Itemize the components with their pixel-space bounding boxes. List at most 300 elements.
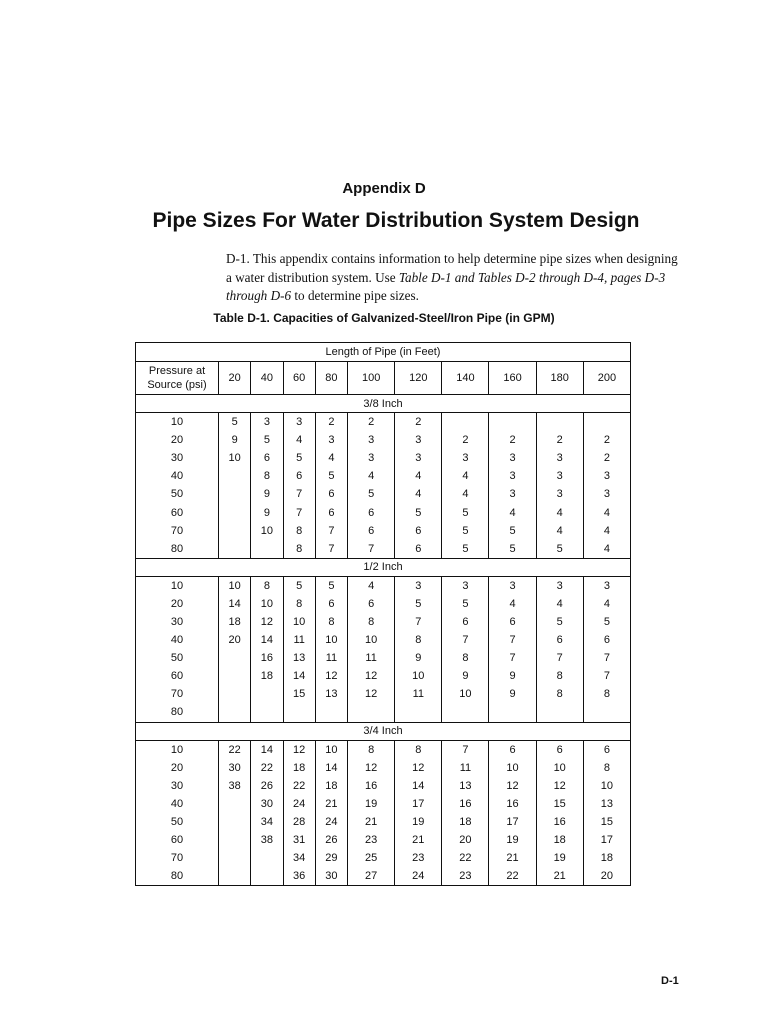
capacity-cell: 3 — [489, 485, 536, 503]
capacity-cell: 4 — [536, 595, 583, 613]
capacity-cell: 5 — [348, 485, 395, 503]
capacity-cell: 5 — [251, 431, 283, 449]
capacity-cell: 3 — [489, 449, 536, 467]
capacity-cell: 2 — [603, 434, 610, 447]
capacity-cell: 4 — [603, 506, 610, 519]
capacity-cell: 27 — [348, 867, 395, 886]
capacity-cell: 14 — [251, 740, 283, 759]
capacity-cell: 16 — [442, 795, 489, 813]
capacity-cell — [219, 795, 251, 813]
pressure-cell: 20 — [136, 431, 219, 449]
pressure-cell: 80 — [136, 867, 219, 886]
pipe-capacity-table — [135, 342, 631, 886]
pressure-cell: 70 — [136, 522, 219, 540]
capacity-cell: 5 — [442, 595, 489, 613]
capacity-cell: 3 — [489, 467, 536, 485]
capacity-cell: 8 — [348, 740, 395, 759]
capacity-cell: 16 — [348, 777, 395, 795]
capacity-cell: 10 — [395, 667, 442, 685]
pressure-header-line-2: Source (psi) — [147, 379, 207, 391]
length-column-header: 100 — [348, 362, 395, 395]
capacity-cell: 12 — [315, 667, 347, 685]
intro-text-1: D-1. This appendix contains information to help determine pipe sizes when designing a water distribution system. Use — [226, 251, 678, 285]
capacity-cell: 34 — [283, 849, 315, 867]
capacity-cell: 15 — [600, 815, 613, 828]
length-column-header: 140 — [442, 362, 489, 395]
capacity-cell: 10 — [600, 779, 613, 792]
length-column-header: 120 — [395, 362, 442, 395]
capacity-cell: 5 — [395, 503, 442, 521]
table-caption: Table D-1. Capacities of Galvanized-Steel/Iron Pipe (in GPM) — [213, 311, 555, 325]
capacity-cell: 6 — [251, 449, 283, 467]
capacity-cell: 5 — [442, 522, 489, 540]
capacity-cell: 2 — [442, 431, 489, 449]
capacity-cell: 9 — [442, 667, 489, 685]
capacity-cell — [219, 849, 251, 867]
capacity-cell: 7 — [442, 740, 489, 759]
intro-table-reference: Table D-1 and Tables D-2 through D-4, pages D-3 through D-6 — [226, 269, 666, 303]
capacity-cell: 13 — [600, 797, 613, 810]
capacity-cell: 10 — [251, 595, 283, 613]
capacity-cell — [315, 703, 347, 722]
capacity-cell — [395, 703, 442, 722]
capacity-cell — [219, 503, 251, 521]
capacity-cell: 3 — [315, 431, 347, 449]
capacity-cell: 26 — [315, 831, 347, 849]
section-header-row — [136, 558, 631, 576]
capacity-cell: 3 — [395, 576, 442, 595]
pressure-cell: 10 — [136, 413, 219, 432]
table-row — [136, 740, 631, 759]
pressure-cell: 30 — [136, 449, 219, 467]
pressure-cell: 60 — [136, 503, 219, 521]
capacity-cell: 30 — [315, 867, 347, 886]
capacity-cell — [536, 703, 583, 722]
capacity-cell: 7 — [536, 649, 583, 667]
capacity-cell: 4 — [442, 485, 489, 503]
capacity-cell: 8 — [536, 685, 583, 703]
capacity-cell: 9 — [489, 685, 536, 703]
pressure-cell: 70 — [136, 685, 219, 703]
capacity-cell: 16 — [251, 649, 283, 667]
capacity-cell: 28 — [283, 813, 315, 831]
appendix-label: Appendix D — [342, 180, 426, 197]
capacity-cell: 11 — [442, 759, 489, 777]
capacity-cell: 4 — [603, 524, 610, 537]
capacity-cell: 8 — [251, 576, 283, 595]
pressure-cell: 20 — [136, 595, 219, 613]
capacity-cell: 12 — [348, 759, 395, 777]
pressure-header-line-1: Pressure at — [148, 365, 206, 377]
capacity-cell: 9 — [251, 485, 283, 503]
capacity-cell: 5 — [536, 613, 583, 631]
table-row — [136, 576, 631, 595]
capacity-cell: 24 — [283, 795, 315, 813]
capacity-cell: 3 — [395, 431, 442, 449]
capacity-cell — [536, 413, 583, 432]
capacity-cell: 4 — [442, 467, 489, 485]
table-row — [136, 503, 631, 521]
capacity-cell: 4 — [348, 467, 395, 485]
capacity-cell — [583, 413, 630, 432]
capacity-cell: 3 — [251, 413, 283, 432]
capacity-cell: 2 — [395, 413, 442, 432]
capacity-cell: 6 — [536, 631, 583, 649]
capacity-cell: 6 — [536, 740, 583, 759]
capacity-cell: 6 — [348, 595, 395, 613]
capacity-cell: 20 — [600, 870, 613, 883]
capacity-cell: 2 — [315, 413, 347, 432]
capacity-cell: 7 — [283, 503, 315, 521]
length-group-header: Length of Pipe (in Feet) — [136, 343, 631, 362]
capacity-cell: 10 — [251, 522, 283, 540]
capacity-cell: 10 — [283, 613, 315, 631]
capacity-cell: 38 — [251, 831, 283, 849]
capacity-cell — [219, 813, 251, 831]
capacity-cell: 21 — [536, 867, 583, 886]
capacity-cell — [219, 649, 251, 667]
table-row — [136, 413, 631, 432]
capacity-cell: 18 — [251, 667, 283, 685]
capacity-cell: 4 — [348, 576, 395, 595]
capacity-cell: 6 — [489, 613, 536, 631]
capacity-cell: 6 — [489, 740, 536, 759]
capacity-cell: 5 — [315, 467, 347, 485]
capacity-cell: 5 — [315, 576, 347, 595]
capacity-cell — [219, 831, 251, 849]
capacity-cell: 3 — [442, 449, 489, 467]
capacity-cell: 8 — [283, 540, 315, 559]
table-row — [136, 431, 631, 449]
capacity-cell: 10 — [219, 576, 251, 595]
capacity-cell: 14 — [251, 631, 283, 649]
table-row — [136, 467, 631, 485]
table-row — [136, 777, 631, 795]
capacity-cell: 12 — [348, 667, 395, 685]
pressure-cell: 50 — [136, 485, 219, 503]
capacity-cell: 9 — [219, 431, 251, 449]
capacity-cell: 6 — [603, 634, 610, 647]
pressure-header — [136, 362, 219, 395]
capacity-cell: 22 — [489, 867, 536, 886]
section-header-row — [136, 395, 631, 413]
pressure-cell: 10 — [136, 576, 219, 595]
capacity-cell — [442, 703, 489, 722]
capacity-cell: 11 — [315, 649, 347, 667]
capacity-cell: 8 — [315, 613, 347, 631]
pressure-cell: 40 — [136, 795, 219, 813]
capacity-cell: 5 — [395, 595, 442, 613]
capacity-cell — [283, 703, 315, 722]
capacity-cell: 17 — [600, 834, 613, 847]
capacity-cell: 4 — [489, 503, 536, 521]
table-row — [136, 849, 631, 867]
capacity-cell: 15 — [283, 685, 315, 703]
capacity-cell — [219, 467, 251, 485]
table-row — [136, 685, 631, 703]
length-column-header: 180 — [536, 362, 583, 395]
section-label: 1/2 Inch — [136, 558, 631, 576]
capacity-cell: 19 — [395, 813, 442, 831]
capacity-cell: 13 — [315, 685, 347, 703]
capacity-cell: 24 — [315, 813, 347, 831]
capacity-cell: 12 — [251, 613, 283, 631]
capacity-cell: 2 — [348, 413, 395, 432]
capacity-cell: 11 — [348, 649, 395, 667]
capacity-cell: 6 — [348, 503, 395, 521]
capacity-cell: 22 — [219, 740, 251, 759]
capacity-cell — [251, 849, 283, 867]
intro-text-2: to determine pipe sizes. — [291, 288, 419, 303]
table-row — [136, 595, 631, 613]
capacity-cell: 8 — [251, 467, 283, 485]
capacity-cell: 3 — [283, 413, 315, 432]
capacity-cell: 8 — [603, 688, 610, 701]
pressure-cell: 40 — [136, 467, 219, 485]
capacity-cell: 6 — [442, 613, 489, 631]
capacity-cell: 4 — [536, 503, 583, 521]
capacity-cell: 4 — [283, 431, 315, 449]
table-row — [136, 631, 631, 649]
capacity-cell — [348, 703, 395, 722]
capacity-cell — [251, 703, 283, 722]
pressure-cell: 50 — [136, 813, 219, 831]
capacity-cell: 21 — [315, 795, 347, 813]
capacity-cell — [489, 703, 536, 722]
capacity-cell: 17 — [395, 795, 442, 813]
table-row — [136, 613, 631, 631]
capacity-cell: 6 — [315, 595, 347, 613]
length-column-header: 20 — [219, 362, 251, 395]
capacity-cell: 5 — [489, 522, 536, 540]
capacity-cell: 4 — [603, 597, 610, 610]
table-row — [136, 449, 631, 467]
pressure-cell: 60 — [136, 831, 219, 849]
capacity-cell: 36 — [283, 867, 315, 886]
capacity-cell: 18 — [442, 813, 489, 831]
capacity-cell: 3 — [348, 449, 395, 467]
capacity-cell: 3 — [536, 485, 583, 503]
capacity-cell: 7 — [489, 631, 536, 649]
pressure-cell: 70 — [136, 849, 219, 867]
table-row — [136, 867, 631, 886]
table-row — [136, 759, 631, 777]
capacity-cell: 2 — [536, 431, 583, 449]
section-label: 3/4 Inch — [136, 722, 631, 740]
capacity-cell: 5 — [536, 540, 583, 559]
capacity-cell — [219, 485, 251, 503]
capacity-cell: 6 — [315, 503, 347, 521]
page-title: Pipe Sizes For Water Distribution System Design — [152, 209, 640, 232]
length-column-header: 40 — [251, 362, 283, 395]
table-row — [136, 831, 631, 849]
capacity-cell: 10 — [219, 449, 251, 467]
capacity-cell: 5 — [283, 576, 315, 595]
pressure-cell: 30 — [136, 613, 219, 631]
intro-paragraph — [226, 250, 686, 306]
pressure-cell: 40 — [136, 631, 219, 649]
length-column-header: 200 — [583, 362, 630, 395]
capacity-cell: 12 — [536, 777, 583, 795]
capacity-cell: 7 — [442, 631, 489, 649]
capacity-cell: 8 — [395, 631, 442, 649]
capacity-cell: 10 — [315, 631, 347, 649]
capacity-cell: 10 — [315, 740, 347, 759]
capacity-cell: 3 — [603, 470, 610, 483]
pressure-cell: 50 — [136, 649, 219, 667]
capacity-cell: 6 — [603, 743, 610, 756]
capacity-cell: 19 — [348, 795, 395, 813]
capacity-cell: 24 — [395, 867, 442, 886]
capacity-cell: 7 — [315, 540, 347, 559]
capacity-cell: 9 — [489, 667, 536, 685]
capacity-cell: 7 — [315, 522, 347, 540]
capacity-cell — [219, 867, 251, 886]
capacity-cell: 10 — [536, 759, 583, 777]
length-column-header: 160 — [489, 362, 536, 395]
capacity-cell — [219, 685, 251, 703]
capacity-cell: 5 — [442, 503, 489, 521]
capacity-cell: 21 — [348, 813, 395, 831]
capacity-cell: 16 — [536, 813, 583, 831]
capacity-cell: 34 — [251, 813, 283, 831]
capacity-cell: 3 — [348, 431, 395, 449]
capacity-cell: 23 — [442, 867, 489, 886]
capacity-cell — [251, 685, 283, 703]
capacity-cell: 18 — [219, 613, 251, 631]
capacity-cell: 11 — [283, 631, 315, 649]
capacity-cell: 31 — [283, 831, 315, 849]
capacity-cell: 19 — [489, 831, 536, 849]
pressure-cell: 30 — [136, 777, 219, 795]
capacity-cell: 3 — [442, 576, 489, 595]
capacity-cell: 17 — [489, 813, 536, 831]
capacity-cell: 6 — [348, 522, 395, 540]
capacity-cell: 6 — [395, 540, 442, 559]
capacity-cell: 5 — [489, 540, 536, 559]
capacity-cell: 22 — [251, 759, 283, 777]
pressure-cell: 60 — [136, 667, 219, 685]
pressure-cell: 20 — [136, 759, 219, 777]
capacity-cell: 8 — [536, 667, 583, 685]
capacity-cell: 26 — [251, 777, 283, 795]
capacity-cell: 3 — [395, 449, 442, 467]
length-column-header: 60 — [283, 362, 315, 395]
capacity-cell: 7 — [395, 613, 442, 631]
capacity-cell: 2 — [603, 452, 610, 465]
capacity-cell: 6 — [315, 485, 347, 503]
section-label: 3/8 Inch — [136, 395, 631, 413]
capacity-cell: 14 — [219, 595, 251, 613]
capacity-cell: 13 — [283, 649, 315, 667]
capacity-cell: 30 — [219, 759, 251, 777]
capacity-cell: 14 — [395, 777, 442, 795]
capacity-cell: 9 — [251, 503, 283, 521]
capacity-cell: 30 — [251, 795, 283, 813]
table-row — [136, 795, 631, 813]
capacity-cell: 4 — [395, 467, 442, 485]
capacity-cell — [219, 667, 251, 685]
capacity-cell: 3 — [603, 579, 610, 592]
length-column-header: 80 — [315, 362, 347, 395]
capacity-cell: 8 — [603, 761, 610, 774]
capacity-cell: 19 — [536, 849, 583, 867]
table-row — [136, 649, 631, 667]
capacity-cell: 4 — [395, 485, 442, 503]
table-row — [136, 540, 631, 559]
section-header-row — [136, 722, 631, 740]
capacity-cell — [219, 522, 251, 540]
capacity-cell: 3 — [489, 576, 536, 595]
capacity-cell: 12 — [395, 759, 442, 777]
capacity-cell — [251, 540, 283, 559]
capacity-cell: 21 — [489, 849, 536, 867]
capacity-cell: 29 — [315, 849, 347, 867]
table-column-header-row — [136, 362, 631, 395]
capacity-cell: 16 — [489, 795, 536, 813]
capacity-cell: 7 — [603, 670, 610, 683]
capacity-cell: 10 — [489, 759, 536, 777]
capacity-cell: 7 — [489, 649, 536, 667]
capacity-cell: 11 — [395, 685, 442, 703]
capacity-cell: 20 — [219, 631, 251, 649]
table-row — [136, 485, 631, 503]
capacity-cell: 5 — [603, 615, 610, 628]
capacity-cell: 8 — [283, 595, 315, 613]
capacity-cell: 2 — [489, 431, 536, 449]
capacity-cell: 8 — [283, 522, 315, 540]
capacity-cell: 4 — [315, 449, 347, 467]
capacity-cell: 6 — [395, 522, 442, 540]
capacity-cell: 3 — [536, 467, 583, 485]
capacity-cell: 7 — [283, 485, 315, 503]
capacity-cell: 12 — [348, 685, 395, 703]
capacity-cell — [219, 540, 251, 559]
capacity-cell: 6 — [283, 467, 315, 485]
capacity-cell: 10 — [348, 631, 395, 649]
capacity-cell — [442, 413, 489, 432]
capacity-cell: 3 — [603, 488, 610, 501]
table-row — [136, 522, 631, 540]
table-group-header-row — [136, 343, 631, 362]
capacity-cell: 21 — [395, 831, 442, 849]
table-row — [136, 667, 631, 685]
pressure-cell: 10 — [136, 740, 219, 759]
capacity-cell: 14 — [315, 759, 347, 777]
capacity-cell: 8 — [442, 649, 489, 667]
pressure-cell: 80 — [136, 703, 219, 722]
capacity-cell: 13 — [442, 777, 489, 795]
capacity-cell: 3 — [536, 449, 583, 467]
capacity-cell: 4 — [489, 595, 536, 613]
capacity-cell: 14 — [283, 667, 315, 685]
capacity-cell: 4 — [603, 542, 610, 555]
capacity-cell: 8 — [348, 613, 395, 631]
capacity-cell: 12 — [489, 777, 536, 795]
capacity-cell: 18 — [600, 852, 613, 865]
pressure-cell: 80 — [136, 540, 219, 559]
capacity-cell: 12 — [283, 740, 315, 759]
capacity-cell: 9 — [395, 649, 442, 667]
capacity-cell — [489, 413, 536, 432]
capacity-cell: 23 — [395, 849, 442, 867]
page-number: D-1 — [661, 975, 679, 987]
capacity-cell: 22 — [283, 777, 315, 795]
capacity-cell: 10 — [442, 685, 489, 703]
capacity-cell: 7 — [348, 540, 395, 559]
capacity-cell: 23 — [348, 831, 395, 849]
capacity-cell: 8 — [395, 740, 442, 759]
